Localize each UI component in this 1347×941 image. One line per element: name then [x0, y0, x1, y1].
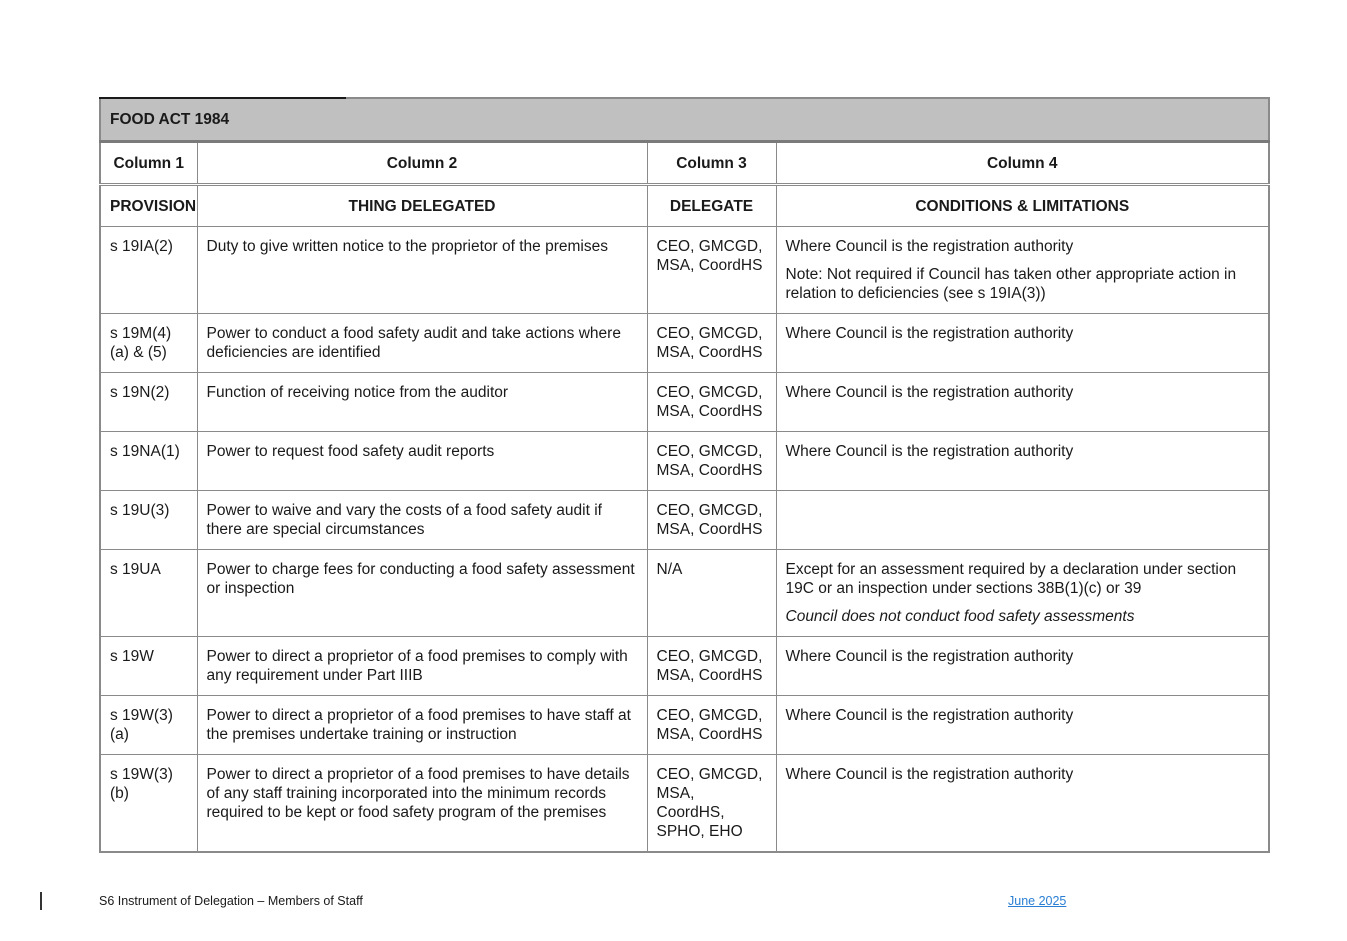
thing-delegated-cell: Power to waive and vary the costs of a food safety audit if there are special circumstances — [197, 491, 647, 550]
condition-text: Where Council is the registration authority — [785, 648, 1074, 665]
column-number-4: Column 4 — [776, 142, 1269, 185]
header-provision: PROVISION — [100, 185, 197, 227]
thing-delegated-cell: Power to direct a proprietor of a food premises to have details of any staff training incorporated into the minimum records required to be kept or food safety program of the premises — [197, 755, 647, 853]
table-row — [100, 491, 1269, 550]
thing-delegated-cell: Power to conduct a food safety audit and take actions where deficiencies are identified — [197, 314, 647, 373]
act-title: FOOD ACT 1984 — [100, 98, 1269, 142]
thing-delegated-cell: Power to request food safety audit reports — [197, 432, 647, 491]
condition-text: Where Council is the registration authority — [785, 238, 1074, 255]
column-number-1: Column 1 — [100, 142, 197, 185]
delegate-cell: N/A — [647, 550, 776, 637]
conditions-cell — [776, 755, 1269, 853]
delegate-cell: CEO, GMCGD, MSA, CoordHS — [647, 696, 776, 755]
footer-date-link[interactable]: June 2025 — [1008, 894, 1067, 908]
delegation-table — [99, 97, 1270, 853]
column-number-2: Column 2 — [197, 142, 647, 185]
delegate-cell: CEO, GMCGD, MSA, CoordHS — [647, 432, 776, 491]
provision-cell: s 19W(3)(a) — [100, 696, 197, 755]
conditions-cell — [776, 637, 1269, 696]
provision-cell: s 19W(3)(b) — [100, 755, 197, 853]
table-row — [100, 432, 1269, 491]
conditions-cell — [776, 373, 1269, 432]
table-row — [100, 696, 1269, 755]
footer-change-bar — [40, 892, 42, 910]
provision-cell: s 19IA(2) — [100, 227, 197, 314]
thing-delegated-cell: Power to direct a proprietor of a food premises to have staff at the premises undertake training or instruction — [197, 696, 647, 755]
table-row — [100, 227, 1269, 314]
provision-cell: s 19N(2) — [100, 373, 197, 432]
provision-cell: s 19M(4)(a) & (5) — [100, 314, 197, 373]
delegate-cell: CEO, GMCGD, MSA, CoordHS — [647, 227, 776, 314]
provision-cell: s 19W — [100, 637, 197, 696]
act-title-row — [100, 98, 1269, 142]
conditions-cell — [776, 550, 1269, 637]
delegation-table-wrapper — [99, 97, 1270, 853]
conditions-cell — [776, 696, 1269, 755]
condition-text: Where Council is the registration authority — [785, 325, 1074, 342]
footer-document-title: S6 Instrument of Delegation – Members of Staff — [99, 894, 363, 908]
table-row — [100, 550, 1269, 637]
delegate-cell: CEO, GMCGD, MSA, CoordHS — [647, 637, 776, 696]
table-row — [100, 637, 1269, 696]
condition-text: Where Council is the registration authority — [785, 443, 1074, 460]
header-thing-delegated: THING DELEGATED — [197, 185, 647, 227]
table-row — [100, 755, 1269, 853]
condition-text: Where Council is the registration authority — [785, 707, 1074, 724]
top-border-accent — [99, 97, 346, 99]
provision-cell: s 19UA — [100, 550, 197, 637]
column-header-row — [100, 185, 1269, 227]
column-number-3: Column 3 — [647, 142, 776, 185]
condition-text: Note: Not required if Council has taken other appropriate action in relation to deficiencies (see s 19IA(3)) — [785, 266, 1237, 302]
table-row — [100, 373, 1269, 432]
header-conditions: CONDITIONS & LIMITATIONS — [776, 185, 1269, 227]
conditions-cell — [776, 491, 1269, 550]
conditions-cell — [776, 432, 1269, 491]
delegate-cell: CEO, GMCGD, MSA, CoordHS, SPHO, EHO — [647, 755, 776, 853]
condition-note-italic: Council does not conduct food safety assessments — [785, 608, 1135, 625]
header-delegate: DELEGATE — [647, 185, 776, 227]
provision-cell: s 19NA(1) — [100, 432, 197, 491]
provision-cell: s 19U(3) — [100, 491, 197, 550]
thing-delegated-cell: Power to charge fees for conducting a food safety assessment or inspection — [197, 550, 647, 637]
thing-delegated-cell: Power to direct a proprietor of a food premises to comply with any requirement under Part IIIB — [197, 637, 647, 696]
table-row — [100, 314, 1269, 373]
column-number-row — [100, 142, 1269, 185]
condition-text: Except for an assessment required by a declaration under section 19C or an inspection under sections 38B(1)(c) or 39 — [785, 561, 1237, 597]
conditions-cell — [776, 314, 1269, 373]
condition-text: Where Council is the registration authority — [785, 766, 1074, 783]
thing-delegated-cell: Function of receiving notice from the auditor — [197, 373, 647, 432]
conditions-cell — [776, 227, 1269, 314]
delegate-cell: CEO, GMCGD, MSA, CoordHS — [647, 314, 776, 373]
delegate-cell: CEO, GMCGD, MSA, CoordHS — [647, 373, 776, 432]
thing-delegated-cell: Duty to give written notice to the proprietor of the premises — [197, 227, 647, 314]
condition-text: Where Council is the registration authority — [785, 384, 1074, 401]
delegate-cell: CEO, GMCGD, MSA, CoordHS — [647, 491, 776, 550]
